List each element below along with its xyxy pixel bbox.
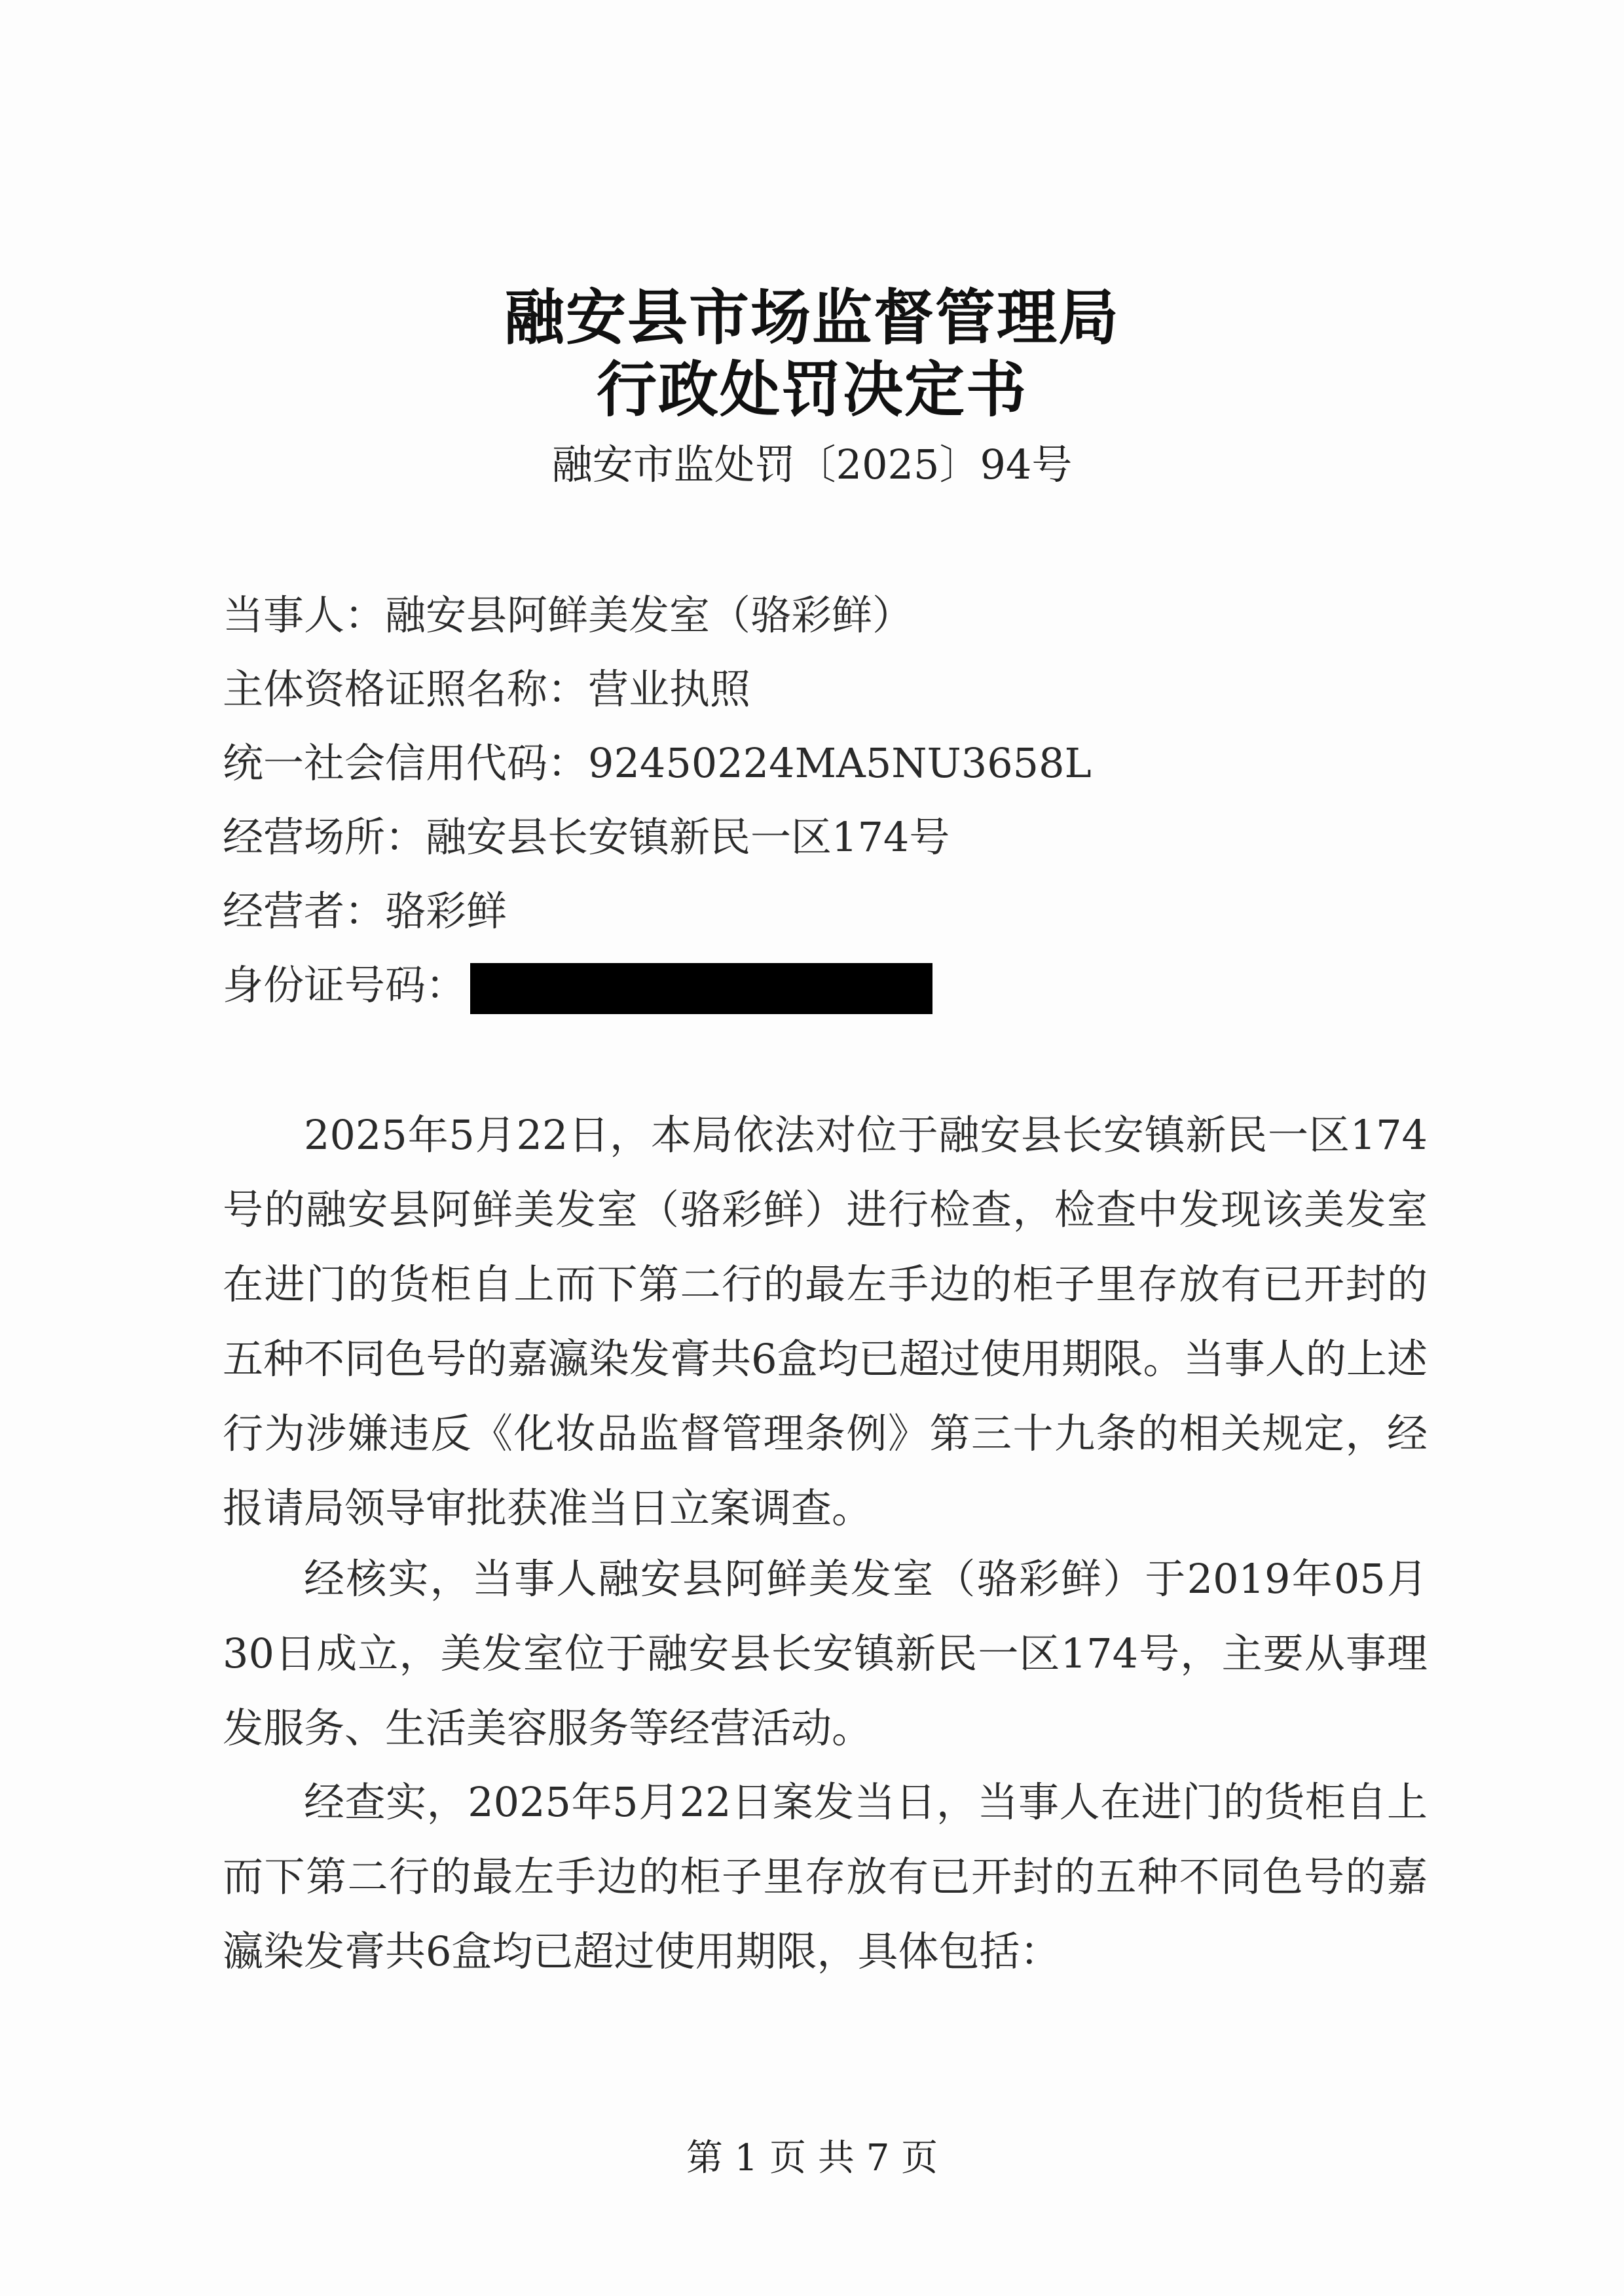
page-number: 第 1 页 共 7 页 — [686, 2137, 938, 2179]
credit-code-line: 统一社会信用代码：92450224MA5NU3658L — [223, 739, 1092, 787]
party-line: 当事人：融安县阿鲜美发室（骆彩鲜） — [223, 591, 913, 639]
document-title-agency: 融安县市场监督管理局 — [504, 282, 1120, 353]
address-line: 经营场所：融安县长安镇新民一区174号 — [223, 813, 950, 861]
paragraph-inspection: 2025年5月22日，本局依法对位于融安县长安镇新民一区174号的融安县阿鲜美发室（骆彩鲜）进行检查，检查中发现该美发室在进门的货柜自上而下第二行的最左手边的柜子里存放有已开封的五种不同色号的嘉瀛染发膏共6盒均已超过使用期限。当事人的上述行为涉嫌违反《化妆品监督管理条例》第三十九条的相关规定，经报请局领导审批获准当日立案调查。 — [223, 1111, 1428, 1532]
document-title-type: 行政处罚决定书 — [596, 354, 1027, 425]
document-number: 融安市监处罚〔2025〕94号 — [551, 441, 1073, 488]
redaction-box — [470, 963, 932, 1014]
id-number-label: 身份证号码： — [223, 961, 467, 1009]
operator-line: 经营者：骆彩鲜 — [223, 887, 507, 935]
license-name-line: 主体资格证照名称：营业执照 — [223, 665, 751, 713]
paragraph-verification: 经核实，当事人融安县阿鲜美发室（骆彩鲜）于2019年05月30日成立，美发室位于融安县长安镇新民一区174号，主要从事理发服务、生活美容服务等经营活动。 — [223, 1555, 1428, 1752]
id-number-line — [223, 959, 932, 1014]
paragraph-findings: 经查实，2025年5月22日案发当日，当事人在进门的货柜自上而下第二行的最左手边的柜子里存放有已开封的五种不同色号的嘉瀛染发膏共6盒均已超过使用期限，具体包括： — [223, 1778, 1428, 1975]
